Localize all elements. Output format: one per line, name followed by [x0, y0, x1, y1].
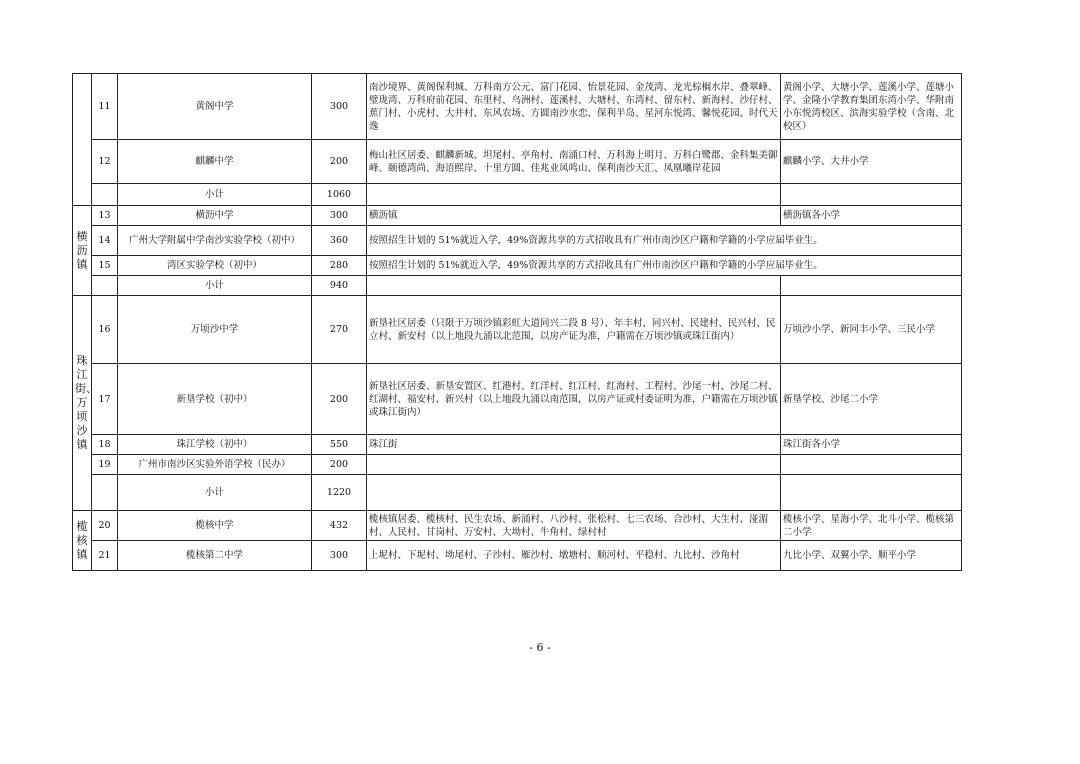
empty-cell: [367, 475, 781, 511]
enrollment-quota: 200: [312, 140, 367, 184]
empty-cell: [781, 475, 962, 511]
subtotal-quota: 1220: [312, 475, 367, 511]
empty-cell: [92, 475, 118, 511]
school-name: 黄阁中学: [118, 74, 312, 140]
table-row: [73, 256, 962, 276]
table-row: [73, 435, 962, 455]
table-row: [73, 296, 962, 364]
town-cell: [73, 74, 92, 206]
school-name: 万顷沙中学: [118, 296, 312, 364]
catchment-area: 横沥镇: [367, 206, 781, 226]
row-number: 11: [92, 74, 118, 140]
feeder-primary-schools: 榄核小学、星海小学、北斗小学、榄核第二小学: [781, 511, 962, 541]
feeder-primary-schools: 黄阁小学、大塘小学、莲溪小学、莲塘小学、金隆小学教育集团东湾小学、华附南小东悦湾校区、滨海实验学校（含南、北校区）: [781, 74, 962, 140]
table-row: [73, 74, 962, 140]
feeder-primary-schools: [781, 455, 962, 475]
enrollment-quota: 550: [312, 435, 367, 455]
school-name: 广州大学附属中学南沙实验学校（初中）: [118, 226, 312, 256]
row-number: 21: [92, 541, 118, 571]
catchment-area: 榄核镇居委、榄核村、民生农场、新涌村、八沙村、张松村、七三农场、合沙村、大生村、湴湄村、人民村、甘岗村、万安村、大坳村、牛角村、绿村村: [367, 511, 781, 541]
town-name: 榄核镇: [73, 511, 92, 571]
catchment-area: 新垦社区居委、新垦安置区、红港村、红洋村、红江村、红海村、工程村、沙尾一村、沙尾二村、红湖村、福安村、新兴村（以上地段九涌以南范围，以房产证或村委证明为准，户籍需在万顷沙镇或珠江街内）: [367, 364, 781, 435]
catchment-area: 新垦社区居委（只限于万顷沙镇彩虹大道同兴二段 8 号）、年丰村、同兴村、民建村、民兴村、民立村、新安村（以上地段九涌以北范围，以房产证为准，户籍需在万顷沙镇或珠江街内）: [367, 296, 781, 364]
school-name: 广州市南沙区实验外语学校（民办）: [118, 455, 312, 475]
row-number: 12: [92, 140, 118, 184]
school-name: 新垦学校（初中）: [118, 364, 312, 435]
enrollment-table: [72, 73, 962, 571]
table-row: [73, 455, 962, 475]
empty-cell: [92, 276, 118, 296]
school-name: 珠江学校（初中）: [118, 435, 312, 455]
empty-cell: [781, 276, 962, 296]
subtotal-label: 小计: [118, 184, 312, 206]
table-row: [73, 226, 962, 256]
table-row: [73, 364, 962, 435]
enrollment-quota: 200: [312, 455, 367, 475]
empty-cell: [367, 184, 781, 206]
subtotal-row: [73, 184, 962, 206]
row-number: 14: [92, 226, 118, 256]
enrollment-quota: 300: [312, 74, 367, 140]
page-number: - 6 -: [529, 641, 551, 654]
empty-cell: [92, 184, 118, 206]
catchment-area: 上坭村、下坭村、坳尾村、子沙村、雁沙村、墩塘村、顺河村、平稳村、九比村、沙角村: [367, 541, 781, 571]
enrollment-quota: 280: [312, 256, 367, 276]
enrollment-quota: 300: [312, 541, 367, 571]
feeder-primary-schools: 万顷沙小学、新同丰小学、三民小学: [781, 296, 962, 364]
enrollment-quota: 300: [312, 206, 367, 226]
table-row: [73, 511, 962, 541]
subtotal-row: [73, 475, 962, 511]
row-number: 16: [92, 296, 118, 364]
school-name: 横沥中学: [118, 206, 312, 226]
catchment-area: 南沙境界、黄阁保利城、万科南方公元、富门花园、怡景花园、金茂湾、龙光棕榈水岸、叠翠峰、璧珑湾、万科府前花园、东里村、乌洲村、莲溪村、大塘村、东湾村、留东村、新海村、沙仔村、蕉门村、小虎村、大井村、东风农场、方圆南沙水恋、保利半岛、星河东悦湾、馨悦花园、时代天逸: [367, 74, 781, 140]
subtotal-quota: 940: [312, 276, 367, 296]
empty-cell: [781, 184, 962, 206]
empty-cell: [367, 276, 781, 296]
feeder-primary-schools: 横沥镇各小学: [781, 206, 962, 226]
school-name: 榄核中学: [118, 511, 312, 541]
subtotal-label: 小计: [118, 276, 312, 296]
table-row: [73, 140, 962, 184]
admission-note: 按照招生计划的 51%就近入学，49%资源共享的方式招收具有广州市南沙区户籍和学籍的小学应届毕业生。: [367, 256, 962, 276]
catchment-area: 梅山社区居委、麒麟新城、坦尾村、亭角村、南涌口村、万科海上明月、万科白鹭郡、金科集美御峰、颐德湾尚、海语熙岸、十里方圆、佳兆业凤鸣山、保利南沙天汇、凤凰曦岸花园: [367, 140, 781, 184]
row-number: 13: [92, 206, 118, 226]
subtotal-label: 小计: [118, 475, 312, 511]
enrollment-quota: 200: [312, 364, 367, 435]
feeder-primary-schools: 麒麟小学、大井小学: [781, 140, 962, 184]
town-name: 珠江街、万顷沙镇: [73, 296, 92, 511]
table-row: [73, 541, 962, 571]
school-name: 榄核第二中学: [118, 541, 312, 571]
enrollment-quota: 360: [312, 226, 367, 256]
table-row: [73, 206, 962, 226]
catchment-area: 珠江街: [367, 435, 781, 455]
school-name: 麒麟中学: [118, 140, 312, 184]
row-number: 18: [92, 435, 118, 455]
admission-note: 按照招生计划的 51%就近入学，49%资源共享的方式招收具有广州市南沙区户籍和学籍的小学应届毕业生。: [367, 226, 962, 256]
row-number: 17: [92, 364, 118, 435]
enrollment-quota: 432: [312, 511, 367, 541]
catchment-area: [367, 455, 781, 475]
row-number: 19: [92, 455, 118, 475]
subtotal-quota: 1060: [312, 184, 367, 206]
row-number: 15: [92, 256, 118, 276]
row-number: 20: [92, 511, 118, 541]
school-name: 湾区实验学校（初中）: [118, 256, 312, 276]
feeder-primary-schools: 新垦学校、沙尾二小学: [781, 364, 962, 435]
feeder-primary-schools: 九比小学、双翼小学、顺平小学: [781, 541, 962, 571]
town-name: 横沥镇: [73, 206, 92, 296]
enrollment-quota: 270: [312, 296, 367, 364]
feeder-primary-schools: 珠江街各小学: [781, 435, 962, 455]
subtotal-row: [73, 276, 962, 296]
